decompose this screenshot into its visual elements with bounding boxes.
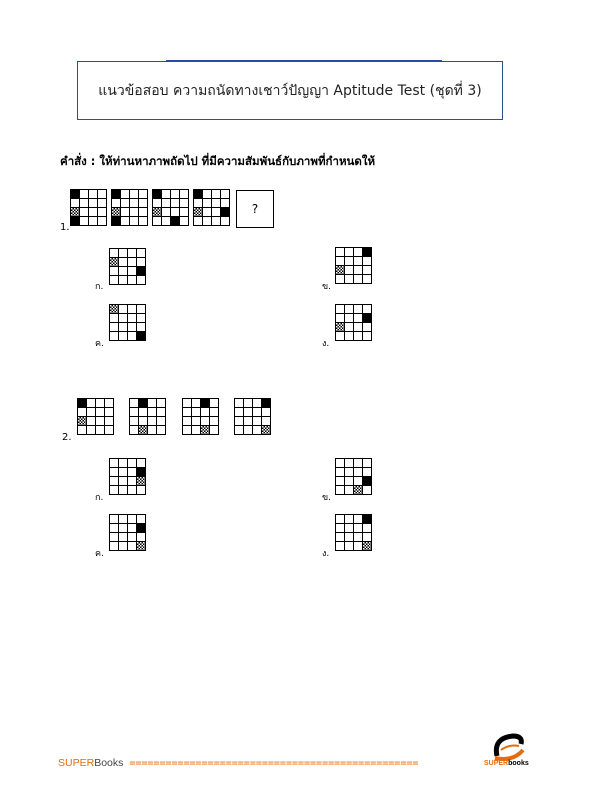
grid-cell <box>139 217 148 226</box>
grid-cell <box>363 459 372 468</box>
grid-cell <box>139 199 148 208</box>
grid-cell <box>363 468 372 477</box>
q2-option-d-label: ง. <box>322 549 330 559</box>
grid-cell <box>98 199 107 208</box>
grid-cell <box>128 515 137 524</box>
q2-sequence-figure-4 <box>234 398 271 435</box>
grid-cell <box>194 217 203 226</box>
grid-cell <box>345 266 354 275</box>
grid-cell <box>336 542 345 551</box>
grid-cell <box>345 477 354 486</box>
grid-cell <box>98 217 107 226</box>
grid-cell <box>119 305 128 314</box>
grid-cell <box>128 314 137 323</box>
grid-cell <box>203 208 212 217</box>
grid-cell <box>119 258 128 267</box>
grid-cell <box>354 477 363 486</box>
grid-cell-black <box>137 332 146 341</box>
q2-option-a-label: ก. <box>95 493 104 503</box>
grid-cell <box>89 190 98 199</box>
grid-cell-black <box>153 190 162 199</box>
grid-cell <box>87 426 96 435</box>
page-title: แนวข้อสอบ ความถนัดทางเชาว์ปัญญา Aptitude Test (ชุดที่ 3) <box>98 82 482 99</box>
instruction-text: คำสั่ง : ให้ท่านหาภาพถัดไป ที่มีความสัมพันธ์กับภาพที่กำหนดให้ <box>60 154 376 168</box>
grid-cell <box>183 417 192 426</box>
grid-cell <box>105 417 114 426</box>
grid-cell <box>139 417 148 426</box>
grid-cell-checkered <box>201 426 210 435</box>
grid-cell <box>192 408 201 417</box>
grid-cell <box>262 408 271 417</box>
grid-cell-black <box>363 248 372 257</box>
grid-cell-checkered <box>137 542 146 551</box>
grid-cell <box>96 426 105 435</box>
q1-sequence-figure-4 <box>193 189 230 226</box>
grid-cell <box>128 305 137 314</box>
grid-cell <box>345 542 354 551</box>
grid-cell <box>336 459 345 468</box>
grid-cell <box>121 217 130 226</box>
grid-cell-checkered <box>153 208 162 217</box>
grid-cell <box>119 332 128 341</box>
grid-cell <box>139 190 148 199</box>
grid-cell <box>130 199 139 208</box>
grid-cell <box>80 208 89 217</box>
grid-cell <box>244 426 253 435</box>
grid-cell <box>119 323 128 332</box>
grid-cell-black <box>201 399 210 408</box>
grid-cell <box>345 314 354 323</box>
grid-cell <box>363 323 372 332</box>
grid-cell <box>345 524 354 533</box>
grid-cell <box>363 266 372 275</box>
grid-cell <box>119 459 128 468</box>
grid-cell <box>110 267 119 276</box>
grid-cell <box>194 199 203 208</box>
grid-cell <box>157 408 166 417</box>
grid-cell <box>78 426 87 435</box>
grid-cell <box>162 217 171 226</box>
logo-text-super: SUPER <box>484 760 509 767</box>
q1-option-d-figure[interactable] <box>335 304 372 341</box>
q2-number: 2. <box>62 432 72 443</box>
title-box <box>77 61 503 120</box>
grid-cell <box>235 408 244 417</box>
grid-cell <box>201 417 210 426</box>
grid-cell <box>80 190 89 199</box>
grid-cell <box>345 248 354 257</box>
grid-cell <box>336 257 345 266</box>
grid-cell <box>119 515 128 524</box>
grid-cell <box>183 408 192 417</box>
grid-cell <box>121 208 130 217</box>
grid-cell <box>153 217 162 226</box>
grid-cell <box>128 258 137 267</box>
footer-brand-super: SUPER <box>58 757 95 769</box>
grid-cell <box>345 305 354 314</box>
grid-cell <box>80 199 89 208</box>
grid-cell <box>183 399 192 408</box>
grid-cell-checkered <box>336 266 345 275</box>
grid-cell <box>110 477 119 486</box>
q2-option-c-label: ค. <box>95 549 104 559</box>
grid-cell <box>162 208 171 217</box>
grid-cell <box>363 257 372 266</box>
grid-cell <box>130 208 139 217</box>
grid-cell <box>354 275 363 284</box>
grid-cell <box>203 199 212 208</box>
grid-cell <box>130 417 139 426</box>
q1-option-a-figure[interactable] <box>109 248 146 285</box>
grid-cell <box>137 486 146 495</box>
grid-cell <box>162 190 171 199</box>
grid-cell <box>212 208 221 217</box>
grid-cell <box>253 417 262 426</box>
grid-cell <box>345 275 354 284</box>
grid-cell <box>345 257 354 266</box>
q1-sequence-figure-2 <box>111 189 148 226</box>
grid-cell-black <box>137 468 146 477</box>
q1-sequence-figure-3 <box>152 189 189 226</box>
grid-cell <box>354 524 363 533</box>
grid-cell <box>244 399 253 408</box>
grid-cell <box>98 208 107 217</box>
grid-cell <box>71 199 80 208</box>
grid-cell <box>210 426 219 435</box>
grid-cell-black <box>363 314 372 323</box>
grid-cell <box>336 275 345 284</box>
grid-cell <box>119 524 128 533</box>
q2-sequence-figure-3 <box>182 398 219 435</box>
grid-cell <box>148 408 157 417</box>
grid-cell <box>345 323 354 332</box>
footer-brand <box>58 757 418 769</box>
grid-cell <box>363 275 372 284</box>
grid-cell <box>354 257 363 266</box>
grid-cell <box>244 408 253 417</box>
grid-cell <box>78 408 87 417</box>
grid-cell-checkered <box>336 323 345 332</box>
footer-brand-books: Books <box>94 757 124 769</box>
q1-option-d-label: ง. <box>322 339 330 349</box>
grid-cell <box>128 332 137 341</box>
grid-cell <box>128 533 137 542</box>
grid-cell <box>110 533 119 542</box>
grid-cell <box>130 217 139 226</box>
grid-cell-black <box>262 399 271 408</box>
grid-cell-black <box>112 190 121 199</box>
grid-cell <box>110 524 119 533</box>
grid-cell-black <box>137 524 146 533</box>
grid-cell <box>210 399 219 408</box>
grid-cell <box>119 267 128 276</box>
grid-cell <box>354 515 363 524</box>
grid-cell-checkered <box>194 208 203 217</box>
grid-cell <box>363 332 372 341</box>
grid-cell <box>354 332 363 341</box>
grid-cell-black <box>112 217 121 226</box>
grid-cell <box>128 477 137 486</box>
grid-cell-checkered <box>262 426 271 435</box>
grid-cell <box>210 408 219 417</box>
grid-cell <box>128 486 137 495</box>
q1-number: 1. <box>60 222 70 233</box>
grid-cell <box>148 399 157 408</box>
grid-cell <box>110 314 119 323</box>
grid-cell <box>148 417 157 426</box>
q1-sequence-figure-1 <box>70 189 107 226</box>
grid-cell <box>192 426 201 435</box>
grid-cell <box>180 199 189 208</box>
grid-cell <box>96 399 105 408</box>
grid-cell <box>210 417 219 426</box>
footer-rule: ================================================ <box>129 758 419 769</box>
grid-cell-black <box>137 267 146 276</box>
grid-cell <box>119 533 128 542</box>
grid-cell <box>162 199 171 208</box>
grid-cell-checkered <box>363 542 372 551</box>
grid-cell <box>130 408 139 417</box>
grid-cell <box>137 515 146 524</box>
grid-cell <box>130 426 139 435</box>
grid-cell <box>87 408 96 417</box>
grid-cell-black <box>71 217 80 226</box>
grid-cell <box>137 258 146 267</box>
q2-sequence-figure-2 <box>129 398 166 435</box>
grid-cell-black <box>78 399 87 408</box>
grid-cell <box>345 486 354 495</box>
grid-cell <box>128 249 137 258</box>
q1-option-a-label: ก. <box>95 282 104 292</box>
grid-cell <box>128 276 137 285</box>
grid-cell <box>128 323 137 332</box>
grid-cell <box>137 249 146 258</box>
grid-cell <box>153 199 162 208</box>
grid-cell <box>128 524 137 533</box>
grid-cell <box>336 524 345 533</box>
grid-cell <box>112 199 121 208</box>
grid-cell <box>336 314 345 323</box>
grid-cell <box>128 542 137 551</box>
grid-cell <box>80 217 89 226</box>
grid-cell <box>128 267 137 276</box>
grid-cell <box>110 468 119 477</box>
grid-cell <box>345 332 354 341</box>
grid-cell <box>105 426 114 435</box>
grid-cell <box>128 468 137 477</box>
grid-cell <box>345 459 354 468</box>
grid-cell <box>157 426 166 435</box>
grid-cell <box>336 332 345 341</box>
grid-cell <box>139 408 148 417</box>
grid-cell-black <box>139 399 148 408</box>
grid-cell <box>235 426 244 435</box>
grid-cell <box>119 314 128 323</box>
grid-cell <box>137 323 146 332</box>
grid-cell <box>137 533 146 542</box>
grid-cell <box>130 399 139 408</box>
q2-option-a-figure[interactable] <box>109 458 146 495</box>
grid-cell <box>89 199 98 208</box>
grid-cell <box>98 190 107 199</box>
q1-unknown-box <box>236 190 274 228</box>
grid-cell <box>119 276 128 285</box>
grid-cell <box>121 199 130 208</box>
grid-cell <box>235 417 244 426</box>
grid-cell <box>110 276 119 285</box>
grid-cell-black <box>171 217 180 226</box>
grid-cell <box>96 408 105 417</box>
grid-cell <box>137 276 146 285</box>
grid-cell <box>354 314 363 323</box>
grid-cell <box>221 217 230 226</box>
logo-text <box>484 760 529 767</box>
grid-cell <box>192 417 201 426</box>
grid-cell <box>183 426 192 435</box>
grid-cell <box>363 524 372 533</box>
grid-cell <box>87 417 96 426</box>
grid-cell-checkered <box>78 417 87 426</box>
grid-cell <box>253 426 262 435</box>
grid-cell <box>212 217 221 226</box>
grid-cell <box>336 533 345 542</box>
grid-cell <box>96 417 105 426</box>
grid-cell <box>235 399 244 408</box>
grid-cell <box>336 515 345 524</box>
grid-cell <box>119 468 128 477</box>
q2-option-c-figure[interactable] <box>109 514 146 551</box>
grid-cell-checkered <box>137 477 146 486</box>
grid-cell-black <box>71 190 80 199</box>
grid-cell <box>119 249 128 258</box>
grid-cell-checkered <box>71 208 80 217</box>
q2-option-d-figure[interactable] <box>335 514 372 551</box>
grid-cell <box>139 208 148 217</box>
grid-cell <box>171 190 180 199</box>
question-mark: ? <box>251 202 259 216</box>
grid-cell <box>119 486 128 495</box>
grid-cell <box>180 190 189 199</box>
grid-cell <box>354 323 363 332</box>
grid-cell <box>110 486 119 495</box>
q2-sequence-figure-1 <box>77 398 114 435</box>
q1-option-c-figure[interactable] <box>109 304 146 341</box>
grid-cell <box>157 399 166 408</box>
grid-cell-black <box>221 208 230 217</box>
grid-cell <box>171 208 180 217</box>
grid-cell <box>262 417 271 426</box>
logo-text-books: books <box>508 760 529 767</box>
grid-cell <box>121 190 130 199</box>
grid-cell-checkered <box>354 486 363 495</box>
grid-cell <box>137 459 146 468</box>
grid-cell <box>128 459 137 468</box>
grid-cell <box>336 305 345 314</box>
grid-cell <box>336 468 345 477</box>
q1-option-b-figure[interactable] <box>335 247 372 284</box>
grid-cell <box>363 533 372 542</box>
grid-cell <box>212 190 221 199</box>
grid-cell <box>363 305 372 314</box>
grid-cell <box>221 190 230 199</box>
grid-cell <box>253 399 262 408</box>
grid-cell <box>201 408 210 417</box>
grid-cell-checkered <box>139 426 148 435</box>
grid-cell <box>148 426 157 435</box>
grid-cell <box>110 542 119 551</box>
grid-cell <box>137 314 146 323</box>
grid-cell <box>203 217 212 226</box>
grid-cell-black <box>363 515 372 524</box>
grid-cell <box>157 417 166 426</box>
grid-cell-checkered <box>112 208 121 217</box>
grid-cell-checkered <box>110 305 119 314</box>
q1-option-b-label: ข. <box>322 282 332 292</box>
grid-cell <box>336 486 345 495</box>
grid-cell <box>180 217 189 226</box>
grid-cell <box>130 190 139 199</box>
q2-option-b-label: ข. <box>322 493 332 503</box>
grid-cell <box>244 417 253 426</box>
grid-cell <box>354 305 363 314</box>
grid-cell <box>253 408 262 417</box>
grid-cell <box>354 533 363 542</box>
grid-cell <box>336 248 345 257</box>
grid-cell <box>110 332 119 341</box>
grid-cell <box>89 217 98 226</box>
grid-cell <box>336 477 345 486</box>
grid-cell <box>354 468 363 477</box>
grid-cell <box>345 468 354 477</box>
grid-cell <box>221 199 230 208</box>
grid-cell-black <box>363 477 372 486</box>
grid-cell <box>212 199 221 208</box>
q2-option-b-figure[interactable] <box>335 458 372 495</box>
grid-cell <box>137 305 146 314</box>
grid-cell <box>105 399 114 408</box>
grid-cell <box>345 515 354 524</box>
grid-cell <box>192 399 201 408</box>
grid-cell <box>119 542 128 551</box>
grid-cell <box>119 477 128 486</box>
grid-cell <box>171 199 180 208</box>
grid-cell-checkered <box>110 258 119 267</box>
grid-cell <box>363 486 372 495</box>
grid-cell <box>180 208 189 217</box>
grid-cell <box>110 323 119 332</box>
q1-option-c-label: ค. <box>95 339 104 349</box>
grid-cell <box>354 266 363 275</box>
grid-cell <box>110 459 119 468</box>
grid-cell <box>87 399 96 408</box>
grid-cell <box>354 459 363 468</box>
grid-cell <box>89 208 98 217</box>
grid-cell <box>105 408 114 417</box>
grid-cell <box>354 542 363 551</box>
grid-cell <box>110 515 119 524</box>
grid-cell <box>203 190 212 199</box>
grid-cell-black <box>194 190 203 199</box>
grid-cell <box>354 248 363 257</box>
grid-cell <box>110 249 119 258</box>
grid-cell <box>345 533 354 542</box>
